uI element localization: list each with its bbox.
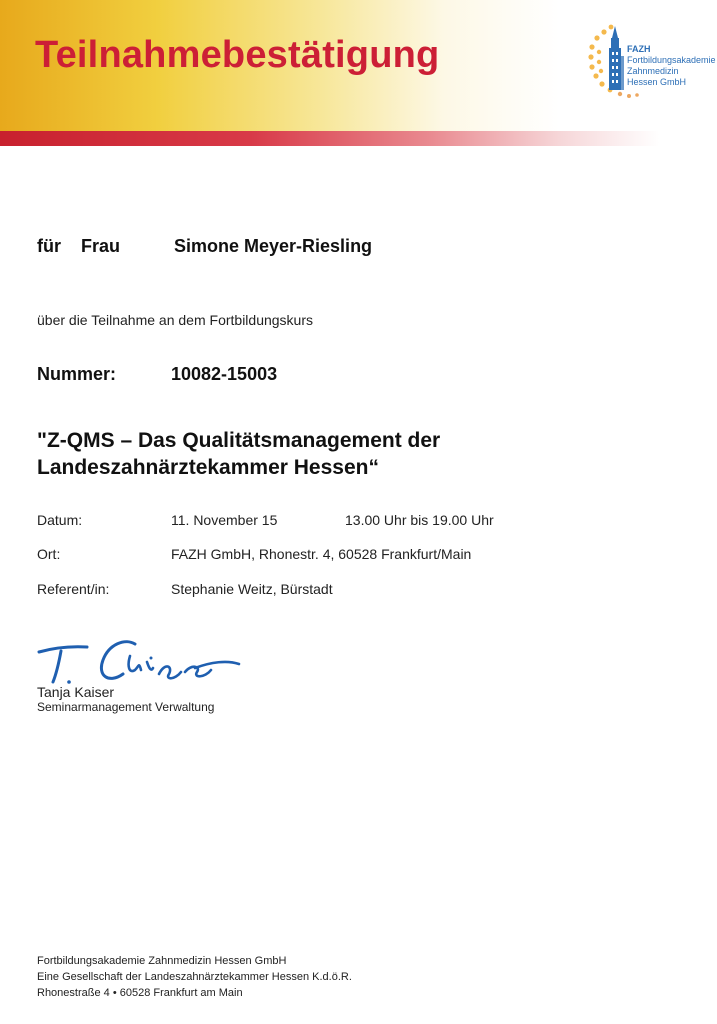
footer-line: Eine Gesellschaft der Landeszahnärztekammer Hessen K.d.ö.R. <box>37 971 352 983</box>
signatory-name: Tanja Kaiser <box>37 684 115 700</box>
logo-line: Hessen GmbH <box>627 77 687 87</box>
intro-text: über die Teilnahme an dem Fortbildungskurs <box>37 312 314 328</box>
place-label: Ort: <box>37 546 61 562</box>
speaker-value: Stephanie Weitz, Bürstadt <box>171 581 333 597</box>
time-value: 13.00 Uhr bis 19.00 Uhr <box>345 512 494 528</box>
page-title: Teilnahmebestätigung <box>35 34 440 76</box>
logo-line: Zahnmedizin <box>627 66 679 76</box>
speaker-label: Referent/in: <box>37 581 110 597</box>
logo-text <box>627 44 716 88</box>
recipient-prefix: für <box>37 236 61 256</box>
recipient-name: Simone Meyer-Riesling <box>174 236 373 256</box>
place-value: FAZH GmbH, Rhonestr. 4, 60528 Frankfurt/Main <box>171 546 472 562</box>
course-title: "Z-QMS – Das Qualitätsmanagement der Landeszahnärztekammer Hessen“ <box>37 429 441 479</box>
number-value: 10082-15003 <box>171 364 278 384</box>
fazh-logo <box>585 18 716 108</box>
footer-line: Fortbildungsakademie Zahnmedizin Hessen GmbH <box>37 955 287 967</box>
logo-abbr: FAZH <box>627 44 651 54</box>
date-value: 11. November 15 <box>171 512 278 528</box>
recipient-salutation: Frau <box>81 236 121 256</box>
header-stripe <box>0 131 717 146</box>
date-label: Datum: <box>37 512 83 528</box>
footer-line: Rhonestraße 4 • 60528 Frankfurt am Main <box>37 987 243 999</box>
signatory-role: Seminarmanagement Verwaltung <box>37 700 215 714</box>
logo-line: Fortbildungsakademie <box>627 55 716 65</box>
number-label: Nummer: <box>37 364 117 384</box>
footer <box>37 953 352 1001</box>
